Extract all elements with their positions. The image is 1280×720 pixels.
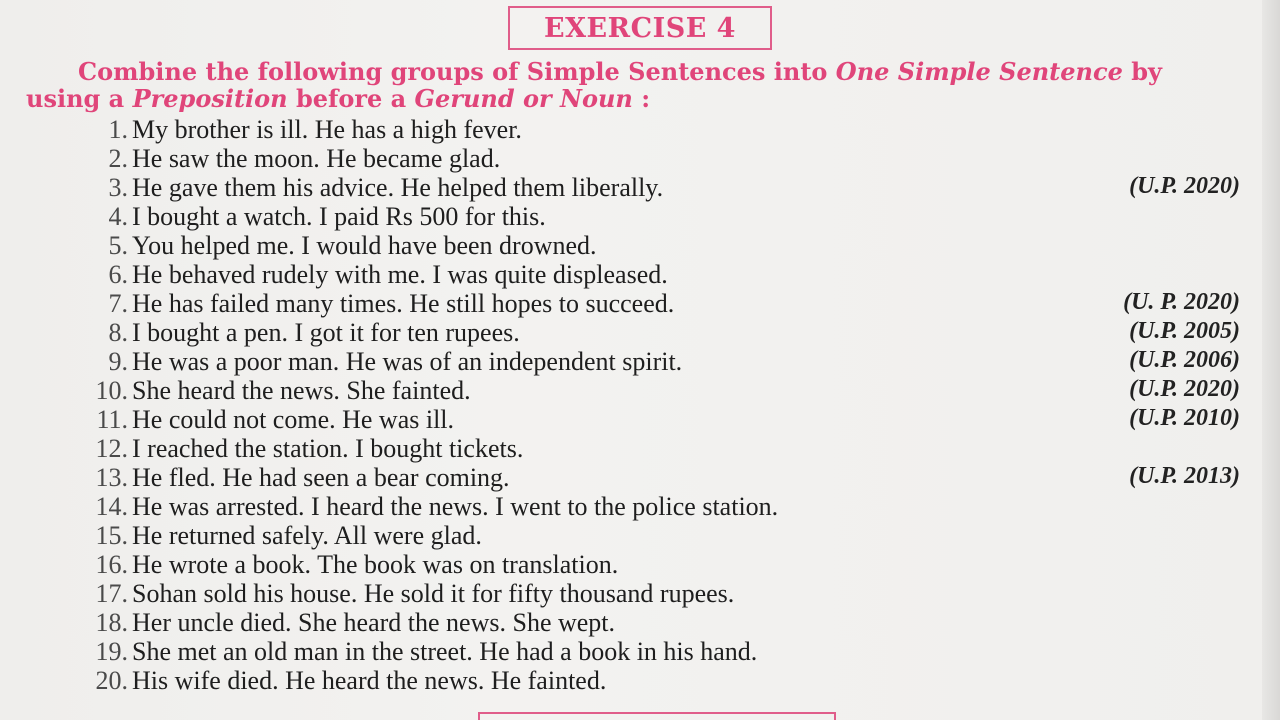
item-text: I reached the station. I bought tickets.	[132, 434, 524, 463]
instruction-text: Combine the following groups of Simple Sentences into	[78, 57, 836, 86]
item-number: 6.	[108, 260, 128, 289]
item-number: 12.	[95, 434, 128, 463]
instruction-line-1	[26, 57, 1241, 87]
list-item	[90, 376, 1250, 405]
item-number: 14.	[95, 492, 128, 521]
item-text: He fled. He had seen a bear coming.	[132, 463, 510, 492]
instruction-text: using a	[26, 84, 133, 113]
item-number: 16.	[95, 550, 128, 579]
item-text: He wrote a book. The book was on translation.	[132, 550, 619, 579]
list-item	[90, 202, 1250, 231]
list-item	[90, 289, 1250, 318]
item-text: He could not come. He was ill.	[132, 405, 455, 434]
instruction-emphasis: Preposition	[132, 84, 288, 113]
instruction	[26, 57, 1241, 114]
list-item	[90, 492, 1250, 521]
item-reference: (U.P. 2013)	[1129, 463, 1240, 489]
item-reference: (U.P. 2020)	[1129, 376, 1240, 402]
list-item	[90, 173, 1250, 202]
list-item	[90, 434, 1250, 463]
list-item	[90, 144, 1250, 173]
item-number: 11.	[96, 405, 128, 434]
item-number: 5.	[108, 231, 128, 260]
list-item	[90, 347, 1250, 376]
item-text: He returned safely. All were glad.	[132, 521, 482, 550]
item-text: He gave them his advice. He helped them liberally.	[132, 173, 664, 202]
item-number: 15.	[95, 521, 128, 550]
item-number: 20.	[95, 666, 128, 695]
instruction-text: before a	[287, 84, 415, 113]
item-text: He has failed many times. He still hopes to succeed.	[132, 289, 675, 318]
instruction-text: :	[632, 84, 651, 113]
item-text: Sohan sold his house. He sold it for fifty thousand rupees.	[132, 579, 735, 608]
item-text: I bought a watch. I paid Rs 500 for this.	[132, 202, 546, 231]
item-number: 9.	[108, 347, 128, 376]
list-item	[90, 550, 1250, 579]
list-item	[90, 115, 1250, 144]
item-text: He saw the moon. He became glad.	[132, 144, 501, 173]
item-number: 18.	[95, 608, 128, 637]
item-number: 4.	[108, 202, 128, 231]
next-exercise-box	[478, 712, 836, 720]
item-number: 2.	[108, 144, 128, 173]
item-text: Her uncle died. She heard the news. She wept.	[132, 608, 616, 637]
item-number: 19.	[95, 637, 128, 666]
item-text: She heard the news. She fainted.	[132, 376, 471, 405]
item-number: 8.	[108, 318, 128, 347]
page-edge-shadow	[1262, 0, 1280, 720]
item-text: He was a poor man. He was of an independent spirit.	[132, 347, 683, 376]
item-text: He behaved rudely with me. I was quite displeased.	[132, 260, 668, 289]
item-number: 10.	[95, 376, 128, 405]
instruction-text: by	[1122, 57, 1162, 86]
instruction-emphasis: Gerund or Noun	[414, 84, 633, 113]
item-text: I bought a pen. I got it for ten rupees.	[132, 318, 520, 347]
list-item	[90, 521, 1250, 550]
item-text: You helped me. I would have been drowned.	[132, 231, 597, 260]
list-item	[90, 666, 1250, 695]
item-text: He was arrested. I heard the news. I went to the police station.	[132, 492, 779, 521]
item-reference: (U.P. 2020)	[1129, 173, 1240, 199]
exercise-title: EXERCISE 4	[544, 12, 736, 44]
exercise-title-box	[508, 6, 772, 50]
list-item	[90, 608, 1250, 637]
item-number: 1.	[108, 115, 128, 144]
list-item	[90, 318, 1250, 347]
item-number: 17.	[95, 579, 128, 608]
item-text: She met an old man in the street. He had a book in his hand.	[132, 637, 758, 666]
list-item	[90, 405, 1250, 434]
item-reference: (U.P. 2010)	[1129, 405, 1240, 431]
instruction-line-2	[26, 84, 1241, 114]
list-item	[90, 260, 1250, 289]
list-item	[90, 231, 1250, 260]
item-text: My brother is ill. He has a high fever.	[132, 115, 522, 144]
item-number: 13.	[95, 463, 128, 492]
list-item	[90, 579, 1250, 608]
instruction-emphasis: One Simple Sentence	[835, 57, 1123, 86]
item-number: 3.	[108, 173, 128, 202]
exercise-list	[90, 115, 1250, 695]
item-reference: (U.P. 2005)	[1129, 318, 1240, 344]
item-reference: (U.P. 2006)	[1129, 347, 1240, 373]
item-reference: (U. P. 2020)	[1123, 289, 1240, 315]
list-item	[90, 637, 1250, 666]
list-item	[90, 463, 1250, 492]
item-text: His wife died. He heard the news. He fainted.	[132, 666, 607, 695]
item-number: 7.	[108, 289, 128, 318]
